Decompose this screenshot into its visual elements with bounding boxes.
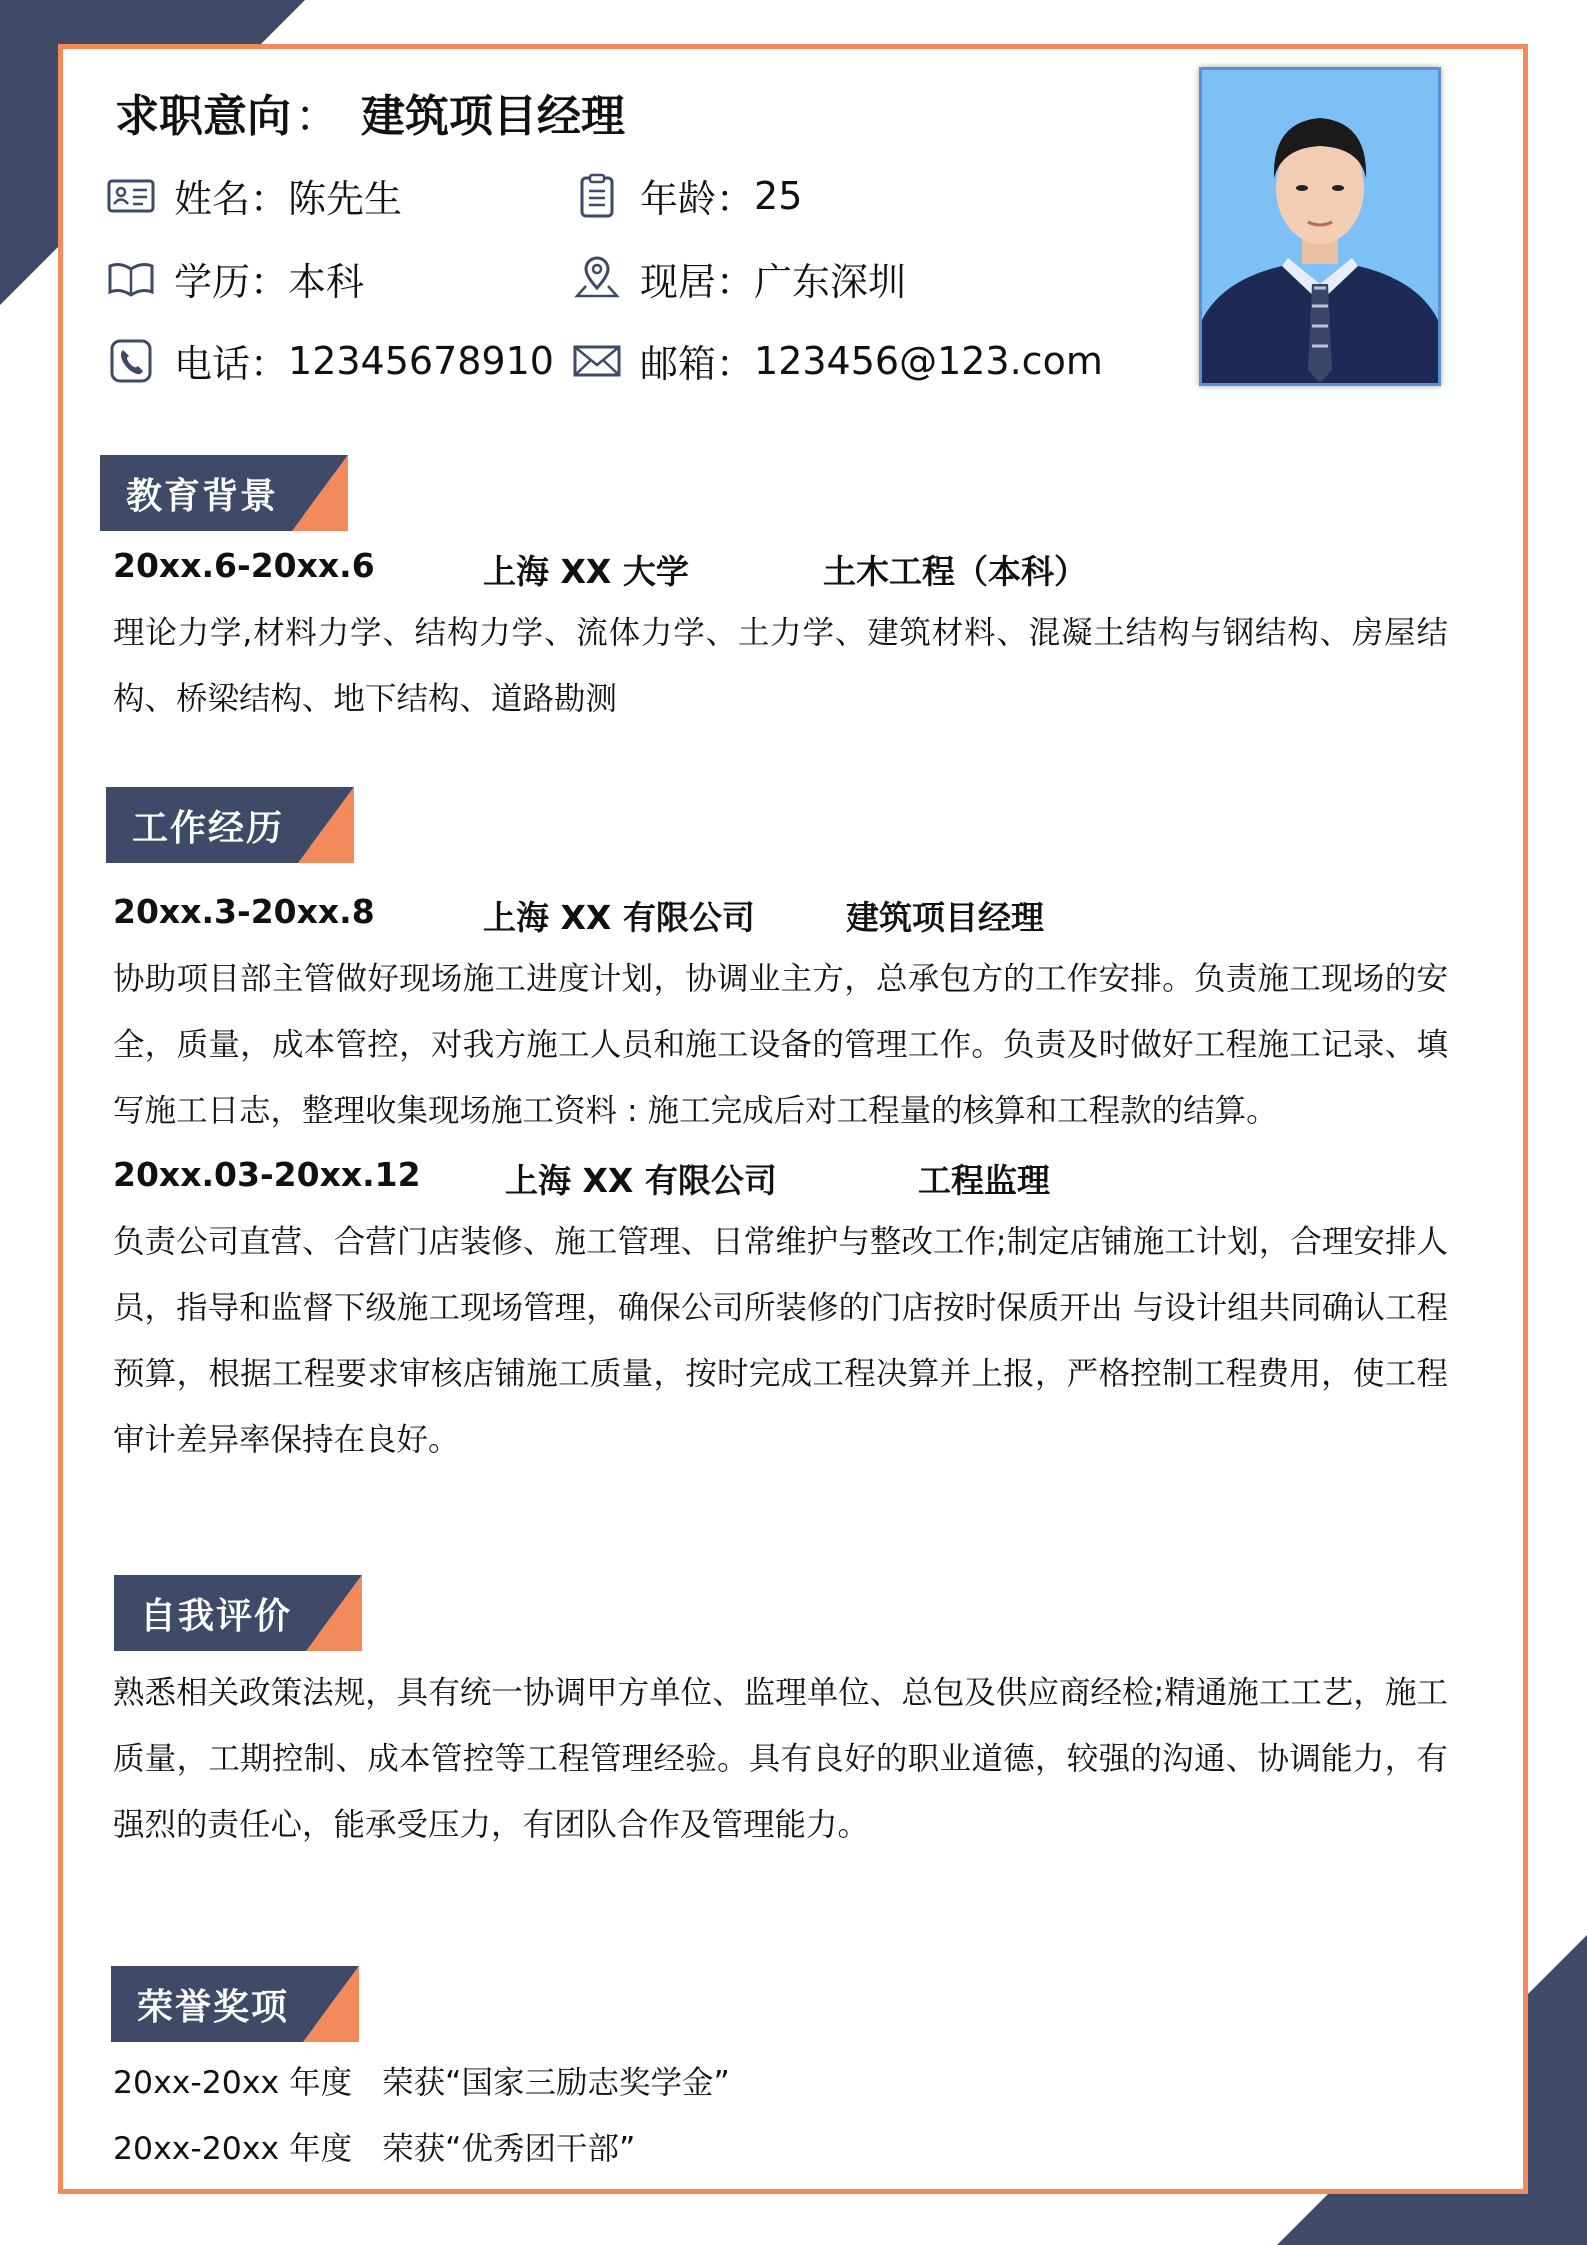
info-name-value: 陈先生 [288,177,403,221]
honors-heading-text: 荣誉奖项 [111,1966,315,2042]
info-age [572,168,802,223]
education-heading [100,455,348,531]
job-intent-colon: ： [295,91,339,142]
info-phone [106,333,554,388]
info-education [106,251,364,306]
honor-2-year: 20xx-20xx 年度 [113,2131,353,2167]
honor-2-award: 荣获“优秀团干部” [382,2131,636,2167]
location-pin-icon [572,256,622,302]
job-2-date: 20xx.03-20xx.12 [113,1155,421,1194]
job-1-date: 20xx.3-20xx.8 [113,892,375,931]
education-major: 土木工程（本科） [823,552,1087,591]
info-age-value: 25 [754,173,803,218]
honor-1 [113,2058,730,2103]
self-eval-heading [114,1575,362,1651]
job-1-company: 上海 XX 有限公司 [483,898,755,937]
info-residence-value: 广东深圳 [754,260,907,304]
heading-accent-shape [292,455,348,531]
job-intent-value: 建筑项目经理 [361,91,625,142]
info-phone-value[interactable]: 12345678910 [288,338,554,383]
person-portrait-icon [1202,70,1438,383]
education-school: 上海 XX 大学 [483,552,689,591]
heading-accent-shape [306,1575,362,1651]
honors-heading [111,1966,359,2042]
info-name [106,168,402,223]
info-education-label: 学历： [174,260,289,304]
info-residence-label: 现居： [640,260,755,304]
info-education-value: 本科 [288,260,365,304]
job-intent-label: 求职意向 [115,91,291,142]
honor-2 [113,2124,635,2169]
phone-icon [106,338,156,384]
info-email-value[interactable]: 123456@123.com [754,338,1103,383]
info-residence [572,251,906,306]
work-heading-text: 工作经历 [106,787,310,863]
education-date: 20xx.6-20xx.6 [113,546,375,585]
info-name-label: 姓名： [174,177,289,221]
self-eval-text: 熟悉相关政策法规，具有统一协调甲方单位、监理单位、总包及供应商经检;精通施工工艺，施工质量，工期控制、成本管控等工程管理经验。具有良好的职业道德，较强的沟通、协调能力，有强烈的责任心，能承受压力，有团队合作及管理能力。 [113,1675,1448,1843]
self-eval-heading-text: 自我评价 [114,1575,318,1651]
job-1-title: 建筑项目经理 [846,898,1044,937]
clipboard-icon [572,173,622,219]
education-courses: 理论力学,材料力学、结构力学、流体力学、土力学、建筑材料、混凝土结构与钢结构、房屋结构、桥梁结构、地下结构、道路勘测 [113,615,1448,717]
education-heading-text: 教育背景 [100,455,304,531]
job-2-description: 负责公司直营、合营门店装修、施工管理、日常维护与整改工作;制定店铺施工计划，合理安排人员，指导和监督下级施工现场管理，确保公司所装修的门店按时保质开出 与设计组共同确认工程预算，根据工程要求审核店铺施工质量，按时完成工程决算并上报，严格控制工程费用，使工程审计差异率保持在良好。 [113,1224,1448,1458]
heading-accent-shape [303,1966,359,2042]
info-email [572,333,1103,388]
job-2-title: 工程监理 [918,1161,1050,1200]
info-age-label: 年龄： [640,177,755,221]
work-heading [106,787,354,863]
info-phone-label: 电话： [174,342,289,386]
job-2-company: 上海 XX 有限公司 [505,1161,777,1200]
honor-1-year: 20xx-20xx 年度 [113,2065,353,2101]
id-card-icon [106,173,156,219]
book-icon [106,256,156,302]
honor-1-award: 荣获“国家三励志奖学金” [382,2065,730,2101]
profile-photo [1199,67,1441,386]
job-1-description: 协助项目部主管做好现场施工进度计划，协调业主方，总承包方的工作安排。负责施工现场的安全，质量，成本管控，对我方施工人员和施工设备的管理工作。负责及时做好工程施工记录、填写施工日志，整理收集现场施工资料 : 施工完成后对工程量的核算和工程款的结算。 [113,961,1448,1129]
mail-icon [572,338,622,384]
heading-accent-shape [298,787,354,863]
info-email-label: 邮箱： [640,342,755,386]
job-intent [115,80,625,144]
